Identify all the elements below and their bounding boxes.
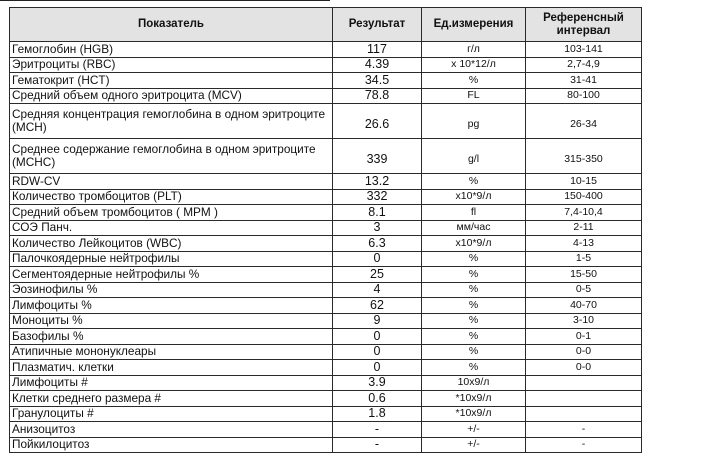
table-row	[10, 422, 642, 438]
row-result: 0	[333, 329, 422, 345]
row-reference	[526, 375, 642, 391]
row-unit: 10x9/л	[422, 375, 526, 391]
row-result: 78.8	[333, 88, 422, 104]
row-reference: 0-1	[526, 329, 642, 345]
row-reference: -	[526, 422, 642, 438]
table-row	[10, 88, 642, 104]
header-reference-line2: интервал	[556, 24, 611, 37]
table-row	[10, 42, 642, 58]
row-reference: 0-5	[526, 282, 642, 298]
row-name: Среднее содержание гемоглобина в одном эритроците (MCHC)	[10, 139, 333, 174]
row-unit: x 10*12/л	[422, 57, 526, 73]
row-name: Количество тромбоцитов (PLT)	[10, 189, 333, 205]
row-name: Плазматич. клетки	[10, 360, 333, 376]
row-reference: 40-70	[526, 298, 642, 314]
row-name: Гемоглобин (HGB)	[10, 42, 333, 58]
table-row	[10, 139, 642, 174]
header-unit: Ед.измерения	[422, 8, 526, 42]
row-unit: %	[422, 313, 526, 329]
row-unit: %	[422, 174, 526, 190]
row-unit: г/л	[422, 42, 526, 58]
row-name: Анизоцитоз	[10, 422, 333, 438]
row-name: Средняя концентрация гемоглобина в одном эритроците (MCH)	[10, 104, 333, 139]
row-name: Средний объем одного эритроцита (MCV)	[10, 88, 333, 104]
row-name: Сегментоядерные нейтрофилы %	[10, 267, 333, 283]
table-row	[10, 251, 642, 267]
table-row	[10, 205, 642, 221]
table-row	[10, 57, 642, 73]
row-result: 0.6	[333, 391, 422, 407]
row-name: Эритроциты (RBC)	[10, 57, 333, 73]
row-name: Гематокрит (HCT)	[10, 73, 333, 89]
row-reference: 26-34	[526, 104, 642, 139]
table-row	[10, 406, 642, 422]
table-row	[10, 189, 642, 205]
row-result: 6.3	[333, 236, 422, 252]
row-reference: 31-41	[526, 73, 642, 89]
table-row	[10, 220, 642, 236]
row-name: Базофилы %	[10, 329, 333, 345]
header-result: Результат	[333, 8, 422, 42]
row-unit: FL	[422, 88, 526, 104]
row-reference	[526, 391, 642, 407]
row-unit: g/l	[422, 139, 526, 174]
row-result: 26.6	[333, 104, 422, 139]
row-reference: 4-13	[526, 236, 642, 252]
row-result: 3.9	[333, 375, 422, 391]
row-name: СОЭ Панч.	[10, 220, 333, 236]
blood-test-table	[9, 7, 642, 453]
row-result: 332	[333, 189, 422, 205]
row-reference: -	[526, 437, 642, 453]
table-row	[10, 236, 642, 252]
row-unit: +/-	[422, 437, 526, 453]
table-row	[10, 391, 642, 407]
row-name: Атипичные мононуклеары	[10, 344, 333, 360]
row-name: Моноциты %	[10, 313, 333, 329]
row-reference: 150-400	[526, 189, 642, 205]
table-row	[10, 174, 642, 190]
row-reference: 315-350	[526, 139, 642, 174]
row-result: 1.8	[333, 406, 422, 422]
row-result: 339	[333, 139, 422, 174]
row-result: 13.2	[333, 174, 422, 190]
row-name: Клетки среднего размера #	[10, 391, 333, 407]
row-reference: 1-5	[526, 251, 642, 267]
row-name: RDW-CV	[10, 174, 333, 190]
row-unit: fl	[422, 205, 526, 221]
row-result: 62	[333, 298, 422, 314]
row-name: Гранулоциты #	[10, 406, 333, 422]
row-unit: %	[422, 360, 526, 376]
row-unit: x10*9/л	[422, 236, 526, 252]
row-result: 4	[333, 282, 422, 298]
row-name: Палочкоядерные нейтрофилы	[10, 251, 333, 267]
row-result: 34.5	[333, 73, 422, 89]
row-result: 0	[333, 344, 422, 360]
table-body	[10, 42, 642, 453]
row-result: 0	[333, 360, 422, 376]
row-result: 8.1	[333, 205, 422, 221]
row-unit: %	[422, 282, 526, 298]
header-reference-line1: Референсный	[543, 11, 624, 24]
row-name: Эозинофилы %	[10, 282, 333, 298]
header-name: Показатель	[10, 8, 333, 42]
row-reference: 2-11	[526, 220, 642, 236]
row-unit: x10*9/л	[422, 189, 526, 205]
table-row	[10, 375, 642, 391]
row-unit: %	[422, 267, 526, 283]
header-reference	[526, 8, 642, 42]
row-name: Лимфоциты %	[10, 298, 333, 314]
table-row	[10, 104, 642, 139]
table-row	[10, 282, 642, 298]
table-row	[10, 73, 642, 89]
table-row	[10, 329, 642, 345]
row-unit: *10x9/л	[422, 406, 526, 422]
row-result: 4.39	[333, 57, 422, 73]
row-reference: 80-100	[526, 88, 642, 104]
table-row	[10, 360, 642, 376]
row-result: 117	[333, 42, 422, 58]
row-result: -	[333, 437, 422, 453]
table-row	[10, 267, 642, 283]
top-border-line	[0, 0, 330, 1]
row-reference: 2,7-4,9	[526, 57, 642, 73]
row-reference: 7,4-10,4	[526, 205, 642, 221]
row-unit: pg	[422, 104, 526, 139]
table-row	[10, 313, 642, 329]
row-result: 25	[333, 267, 422, 283]
row-unit: +/-	[422, 422, 526, 438]
row-name: Средний объем тромбоцитов ( MPM )	[10, 205, 333, 221]
row-name: Пойкилоцитоз	[10, 437, 333, 453]
row-unit: %	[422, 298, 526, 314]
row-reference: 0-0	[526, 344, 642, 360]
row-result: 3	[333, 220, 422, 236]
row-reference: 15-50	[526, 267, 642, 283]
table-row	[10, 437, 642, 453]
table-row	[10, 298, 642, 314]
row-unit: %	[422, 251, 526, 267]
row-reference: 103-141	[526, 42, 642, 58]
row-reference: 0-0	[526, 360, 642, 376]
row-name: Лимфоциты #	[10, 375, 333, 391]
row-result: 9	[333, 313, 422, 329]
row-result: -	[333, 422, 422, 438]
row-reference: 10-15	[526, 174, 642, 190]
table-header-row	[10, 8, 642, 42]
row-name: Количество Лейкоцитов (WBC)	[10, 236, 333, 252]
row-unit: мм/час	[422, 220, 526, 236]
row-unit: %	[422, 344, 526, 360]
row-reference: 3-10	[526, 313, 642, 329]
table-row	[10, 344, 642, 360]
row-reference	[526, 406, 642, 422]
row-unit: *10x9/л	[422, 391, 526, 407]
row-unit: %	[422, 329, 526, 345]
row-unit: %	[422, 73, 526, 89]
row-result: 0	[333, 251, 422, 267]
